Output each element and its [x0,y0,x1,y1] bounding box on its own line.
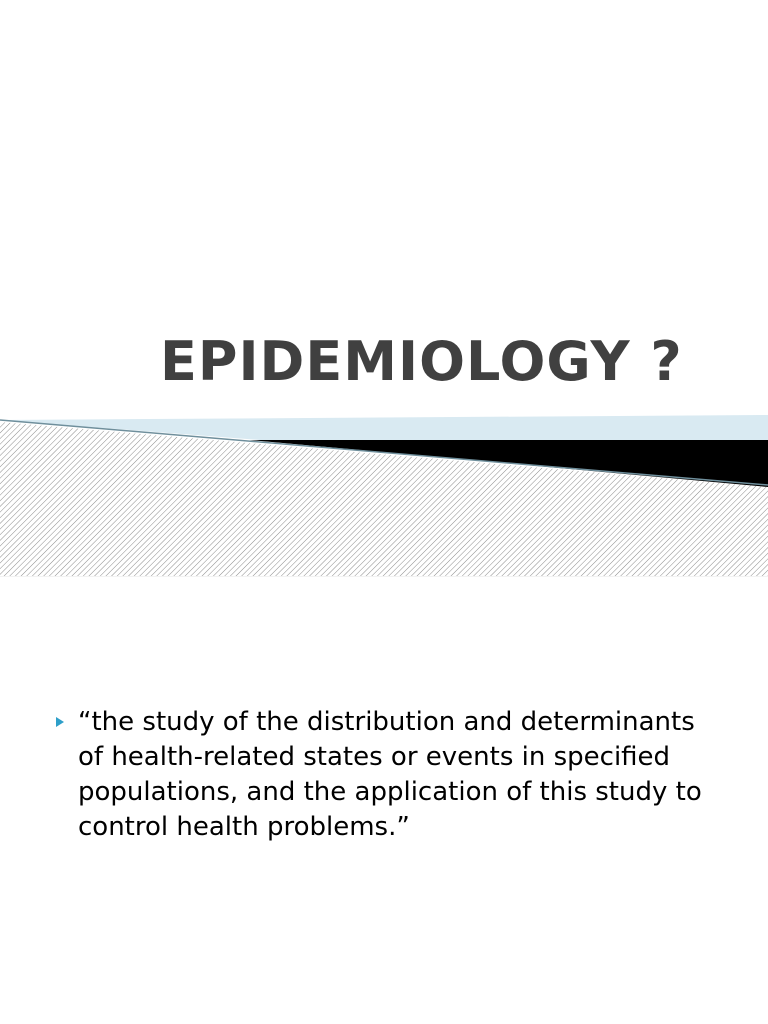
slide-title: EPIDEMIOLOGY ? [160,330,683,393]
decorative-banner [0,410,768,576]
bullet-arrow-icon [56,717,64,727]
bullet-list [56,705,706,845]
bullet-text: “the study of the distribution and determinants of health-related states or events in specified populations, and the application of this study to control health problems.” [78,707,702,842]
bullet-item [56,705,706,845]
content-slide [0,577,768,1024]
